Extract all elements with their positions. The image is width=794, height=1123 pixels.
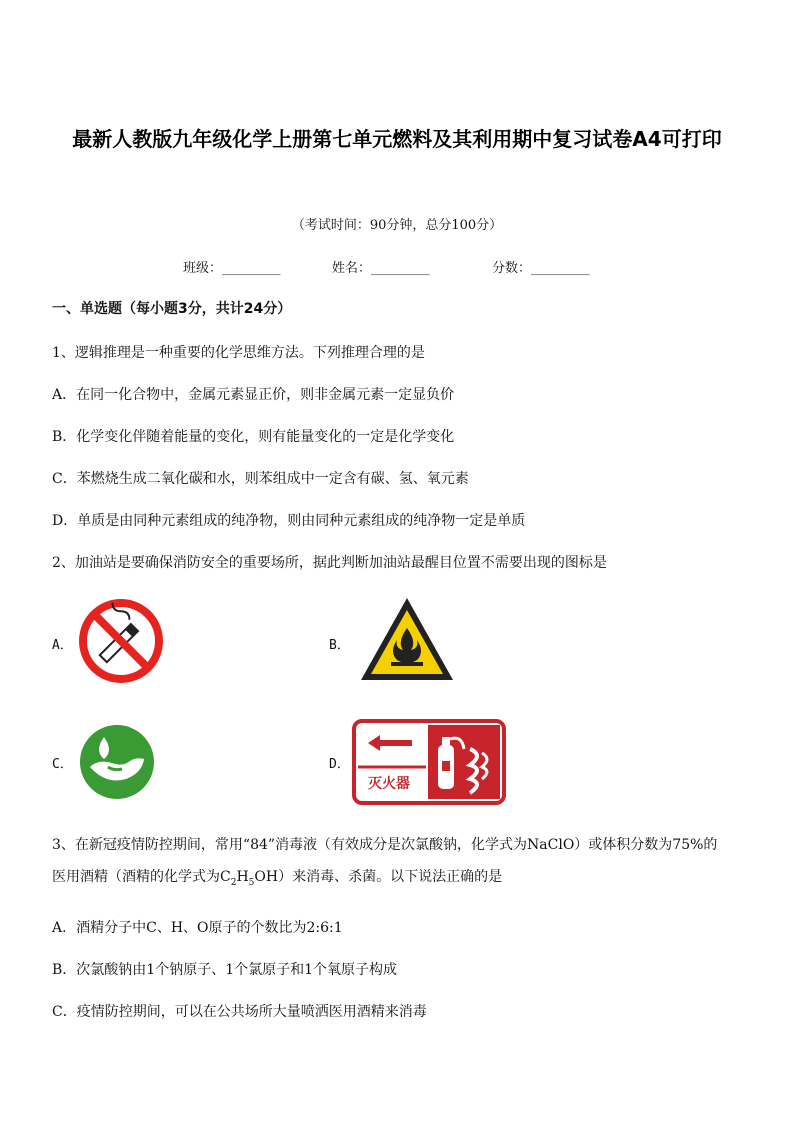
flammable-warning-icon	[357, 594, 457, 684]
q2-stem: 2、加油站是要确保消防安全的重要场所，据此判断加油站最醒目位置不需要出现的图标是	[52, 555, 607, 571]
q2-option-d-label: D．	[329, 757, 350, 772]
q3-option-c: C．疫情防控期间，可以在公共场所大量喷洒医用酒精来消毒	[52, 1004, 427, 1020]
q1-option-a: A．在同一化合物中，金属元素显正价，则非金属元素一定显负价	[52, 387, 455, 403]
q2-option-a-label: A．	[52, 638, 73, 653]
section-heading: 一、单选题（每小题3分，共计24分）	[52, 301, 292, 317]
q3-option-b: B．次氯酸钠由1个钠原子、1个氯原子和1个氧原子构成	[52, 962, 398, 978]
name-field: 姓名：_________	[332, 261, 430, 276]
q1-option-d: D．单质是由同种元素组成的纯净物，则由同种元素组成的纯净物一定是单质	[52, 513, 526, 529]
q1-option-b: B．化学变化伴随着能量的变化，则有能量变化的一定是化学变化	[52, 429, 455, 445]
q3-stem-line2-pre: 医用酒精（酒精的化学式为C	[52, 869, 231, 885]
q1-stem: 1、逻辑推理是一种重要的化学思维方法。下列推理合理的是	[52, 345, 425, 361]
extinguisher-sign-text: 灭火器	[368, 776, 410, 792]
score-field: 分数：_________	[492, 261, 590, 276]
flammable-warning-sign	[357, 594, 457, 688]
page-title: 最新人教版九年级化学上册第七单元燃料及其利用期中复习试卷A4可打印	[72, 127, 722, 151]
q1-option-c: C．苯燃烧生成二氧化碳和水，则苯组成中一定含有碳、氢、氧元素	[52, 471, 469, 487]
class-field: 班级：_________	[183, 261, 281, 276]
q3-stem-line1: 3、在新冠疫情防控期间，常用“84”消毒液（有效成分是次氯酸钠，化学式为NaClO）或体积分数为75%的	[52, 837, 718, 853]
q3-option-a: A．酒精分子中C、H、O原子的个数比为2:6:1	[52, 920, 343, 936]
q3-sub-2: 5	[248, 877, 255, 888]
fire-extinguisher-sign	[352, 719, 506, 809]
no-smoking-sign	[78, 598, 164, 688]
q3-stem-line2	[52, 866, 502, 888]
q2-option-c-label: C．	[52, 757, 73, 772]
water-saving-sign	[78, 723, 156, 805]
no-smoking-icon	[78, 598, 164, 684]
q3-sub-1: 2	[230, 877, 237, 888]
exam-subtitle: （考试时间：90分钟，总分100分）	[291, 218, 503, 233]
water-drop-icon	[78, 723, 156, 801]
q2-option-b-label: B．	[329, 638, 350, 653]
q3-stem-line2-post: OH）来消毒、杀菌。以下说法正确的是	[254, 869, 503, 885]
q3-stem-mid: H	[236, 869, 249, 885]
